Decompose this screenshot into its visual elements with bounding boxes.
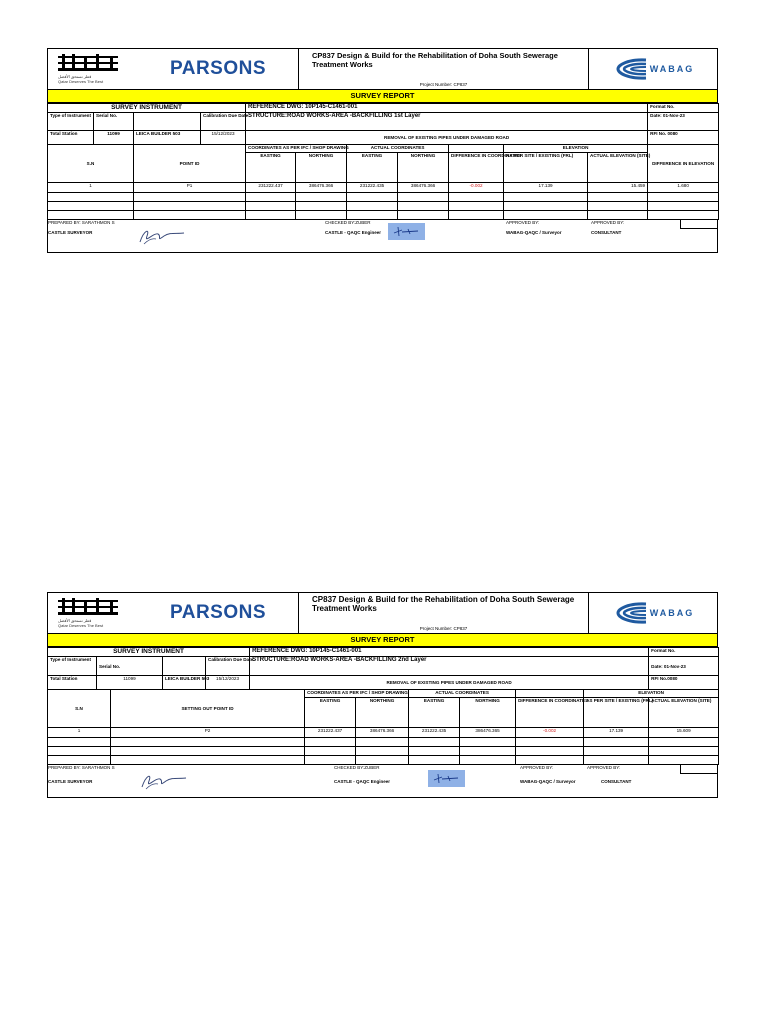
- instrument-type: Total Station: [48, 131, 94, 145]
- calibration-due: 15/12/2023: [201, 131, 246, 145]
- surveyor-signature-icon: [136, 771, 191, 791]
- format-no: Format No.: [649, 648, 719, 657]
- cell-easting-act: 231222.435: [409, 728, 460, 738]
- table-row: [48, 113, 719, 131]
- approved-by-wabag: APPROVED BY:: [520, 765, 554, 770]
- cell-easting-ifc: 231222.437: [305, 728, 356, 738]
- table-row: [48, 690, 719, 698]
- ashghal-tagline-ar: قطر تستحق الأفضل: [58, 618, 92, 623]
- table-row: [48, 756, 719, 765]
- instrument-type: Total Station: [48, 676, 97, 690]
- engineer-signature-icon: [388, 223, 425, 240]
- ashghal-mark-icon: [58, 54, 118, 74]
- role-consultant: CONSULTANT: [591, 230, 622, 235]
- cell-sn: 1: [48, 728, 111, 738]
- instrument-header: SURVEY INSTRUMENT: [48, 104, 246, 113]
- col-elevation: ELEVATION: [504, 145, 648, 153]
- cell-diff: -0.002: [516, 728, 584, 738]
- col-diff-coord: DIFFERENCE IN COORDINATES: [449, 153, 504, 183]
- wabag-text: WABAG: [649, 64, 695, 74]
- project-title: CP837 Design & Build for the Rehabilitation of Doha South Sewerage Treatment Works: [312, 595, 575, 613]
- col-northing-ifc: NORTHING: [296, 153, 347, 183]
- col-actual-elevation: ACTUAL ELEVATION (SITE): [588, 153, 648, 183]
- surveyor-signature-icon: [134, 226, 189, 246]
- col-actual-coord: ACTUAL COORDINATES: [347, 145, 449, 153]
- logo-area: [48, 49, 299, 89]
- prepared-by: PREPARED BY: SARATHMON S: [48, 220, 115, 225]
- cell-point-id: P2: [111, 728, 305, 738]
- col-easting-ifc: EASTING: [246, 153, 296, 183]
- checked-by: CHECKED BY:ZUBER: [334, 765, 380, 770]
- instrument-model: LEICA BUILDER 503: [134, 131, 201, 145]
- wabag-logo: [589, 49, 717, 89]
- survey-report-1: [47, 48, 718, 253]
- blank-box: [680, 220, 717, 229]
- report-title: SURVEY REPORT: [47, 634, 718, 647]
- cell-sn: 1: [48, 183, 134, 193]
- col-as-per-site: AS PER SITE / EXISTING (FRL): [504, 153, 588, 183]
- survey-table: [47, 103, 719, 220]
- ashghal-mark-icon: [58, 598, 118, 618]
- work-description: REMOVAL OF EXISTING PIPES UNDER DAMAGED ROAD: [250, 676, 649, 690]
- table-row: [48, 676, 719, 690]
- checked-by: CHECKED BY:ZUBER: [325, 220, 371, 225]
- signature-footer: [47, 220, 718, 253]
- col-point-id: SETTING OUT POINT ID: [111, 690, 305, 728]
- approved-by-wabag: APPROVED BY:: [506, 220, 540, 225]
- project-title-cell: [299, 49, 589, 89]
- calibration-due: 15/12/2023: [206, 676, 250, 690]
- role-engineer: CASTLE - QAQC Engineer: [334, 779, 391, 784]
- col-sn: S.N: [48, 145, 134, 183]
- table-row: [48, 183, 719, 193]
- work-description: REMOVAL OF EXISTING PIPES UNDER DAMAGED ROAD: [246, 131, 648, 145]
- cell-northing-ifc: 386476.366: [356, 728, 409, 738]
- approved-by-consultant: APPROVED BY:: [587, 765, 621, 770]
- report-header: [47, 592, 718, 634]
- col-actual-elevation: ACTUAL ELEVATION (SITE): [649, 698, 719, 728]
- logo-area: [48, 593, 299, 633]
- signature-footer: [47, 765, 718, 798]
- survey-report-2: [47, 592, 718, 798]
- project-number: Project Number: CP837: [419, 626, 468, 631]
- cell-frl: 17.139: [584, 728, 649, 738]
- role-engineer: CASTLE - QAQC Engineer: [325, 230, 382, 235]
- col-easting-ifc: EASTING: [305, 698, 356, 728]
- wabag-text: WABAG: [649, 608, 695, 618]
- report-title: SURVEY REPORT: [47, 90, 718, 103]
- cell-diff: -0.002: [449, 183, 504, 193]
- role-consultant: CONSULTANT: [601, 779, 632, 784]
- col-point-id: POINT ID: [134, 145, 246, 183]
- type-of-instrument-label: Type of Instrument: [48, 113, 94, 131]
- project-title: CP837 Design & Build for the Rehabilitation of Doha South Sewerage Treatment Works: [312, 51, 558, 69]
- report-date: Date: 01-Nov-23: [648, 113, 719, 131]
- type-of-instrument-label: Type of Instrument: [48, 657, 97, 676]
- table-row: [48, 657, 719, 676]
- ashghal-logo: [58, 51, 138, 87]
- cell-northing-act: 386476.366: [398, 183, 449, 193]
- table-row: [48, 747, 719, 756]
- ashghal-logo: [58, 595, 138, 631]
- wabag-logo: [589, 593, 717, 633]
- cell-northing-act: 386476.365: [460, 728, 516, 738]
- table-row: [48, 648, 719, 657]
- cell-northing-ifc: 386476.366: [296, 183, 347, 193]
- role-surveyor: CASTLE SURVEYOR: [48, 779, 93, 784]
- blank-cell: [516, 690, 584, 698]
- role-surveyor: CASTLE SURVEYOR: [48, 230, 93, 235]
- instrument-header: SURVEY INSTRUMENT: [48, 648, 250, 657]
- table-row: [48, 145, 719, 153]
- structure: STRUCTURE:ROAD WORKS-AREA -BACKFILLING 1st Layer: [246, 113, 648, 131]
- ashghal-tagline-en: Qatar Deserves The Best: [58, 623, 104, 628]
- serial-no-label: Serial No.: [97, 657, 163, 676]
- col-northing-act: NORTHING: [398, 153, 449, 183]
- reference-dwg: REFERENCE DWG: 10P145-C1461-001: [246, 104, 648, 113]
- cell-easting-ifc: 231222.437: [246, 183, 296, 193]
- col-easting-act: EASTING: [347, 153, 398, 183]
- structure: STRUCTURE:ROAD WORKS-AREA -BACKFILLING 2nd Layer: [250, 657, 649, 676]
- cell-easting-act: 231222.435: [347, 183, 398, 193]
- role-wabag: WABAG-QAQC / Surveyor: [506, 230, 562, 235]
- table-row: [48, 211, 719, 220]
- blank-box: [680, 765, 717, 774]
- col-actual-coord: ACTUAL COORDINATES: [409, 690, 516, 698]
- blank-cell: [163, 657, 206, 676]
- col-coord-ifc: COORDINATES AS PER IFC / SHOP DRAWING: [305, 690, 409, 698]
- engineer-stamp: [428, 770, 465, 787]
- col-easting-act: EASTING: [409, 698, 460, 728]
- col-as-per-site: AS PER SITE / EXISTING (FRL): [584, 698, 649, 728]
- table-row: [48, 193, 719, 202]
- wabag-swoosh-icon: [612, 601, 648, 625]
- rfi-no: RFI No.0080: [649, 676, 719, 690]
- col-diff-coord: DIFFERENCE IN COORDINATES: [516, 698, 584, 728]
- parsons-logo: PARSONS: [169, 602, 267, 623]
- blank-cell: [134, 113, 201, 131]
- col-coord-ifc: COORDINATES AS PER IFC / SHOP DRAWING: [246, 145, 347, 153]
- format-no: Format No.: [648, 104, 719, 113]
- prepared-by: PREPARED BY: SARATHMON S: [48, 765, 115, 770]
- engineer-stamp: [388, 223, 425, 240]
- report-date: Date: 01-Nov-23: [649, 657, 719, 676]
- cell-actual-elevation: 15.459: [588, 183, 648, 193]
- serial-no: 11099: [94, 131, 134, 145]
- approved-by-consultant: APPROVED BY:: [591, 220, 625, 225]
- col-elevation: ELEVATION: [584, 690, 719, 698]
- cell-actual-elevation: 15.609: [649, 728, 719, 738]
- survey-table: [47, 647, 719, 765]
- parsons-logo: PARSONS: [169, 58, 267, 79]
- instrument-model: LEICA BUILDER 503: [163, 676, 206, 690]
- cell-diff-elevation: 1.680: [648, 183, 719, 193]
- cell-point-id: P1: [134, 183, 246, 193]
- table-row: [48, 131, 719, 145]
- blank-cell: [449, 145, 504, 153]
- engineer-signature-icon: [428, 770, 465, 787]
- col-northing-ifc: NORTHING: [356, 698, 409, 728]
- rfi-no: RFI No. 0080: [648, 131, 719, 145]
- table-row: [48, 104, 719, 113]
- project-title-cell: [299, 593, 589, 633]
- cell-frl: 17.139: [504, 183, 588, 193]
- calibration-due-label: Calibration Due Date: [206, 657, 250, 676]
- calibration-due-label: Calibration Due Date: [201, 113, 246, 131]
- table-row: [48, 202, 719, 211]
- project-number: Project Number: CP837: [419, 82, 468, 87]
- ashghal-tagline-ar: قطر تستحق الأفضل: [58, 74, 92, 79]
- serial-no: 11099: [97, 676, 163, 690]
- reference-dwg: REFERENCE DWG: 10P145-C1461-001: [250, 648, 649, 657]
- col-diff-elevation: DIFFERENCE IN ELEVATION: [648, 145, 719, 183]
- ashghal-tagline-en: Qatar Deserves The Best: [58, 79, 104, 84]
- table-row: [48, 738, 719, 747]
- table-row: [48, 728, 719, 738]
- col-sn: S.N: [48, 690, 111, 728]
- serial-no-label: Serial No.: [94, 113, 134, 131]
- report-header: [47, 48, 718, 90]
- wabag-swoosh-icon: [612, 57, 648, 81]
- role-wabag: WABAG-QAQC / Surveyor: [520, 779, 576, 784]
- col-northing-act: NORTHING: [460, 698, 516, 728]
